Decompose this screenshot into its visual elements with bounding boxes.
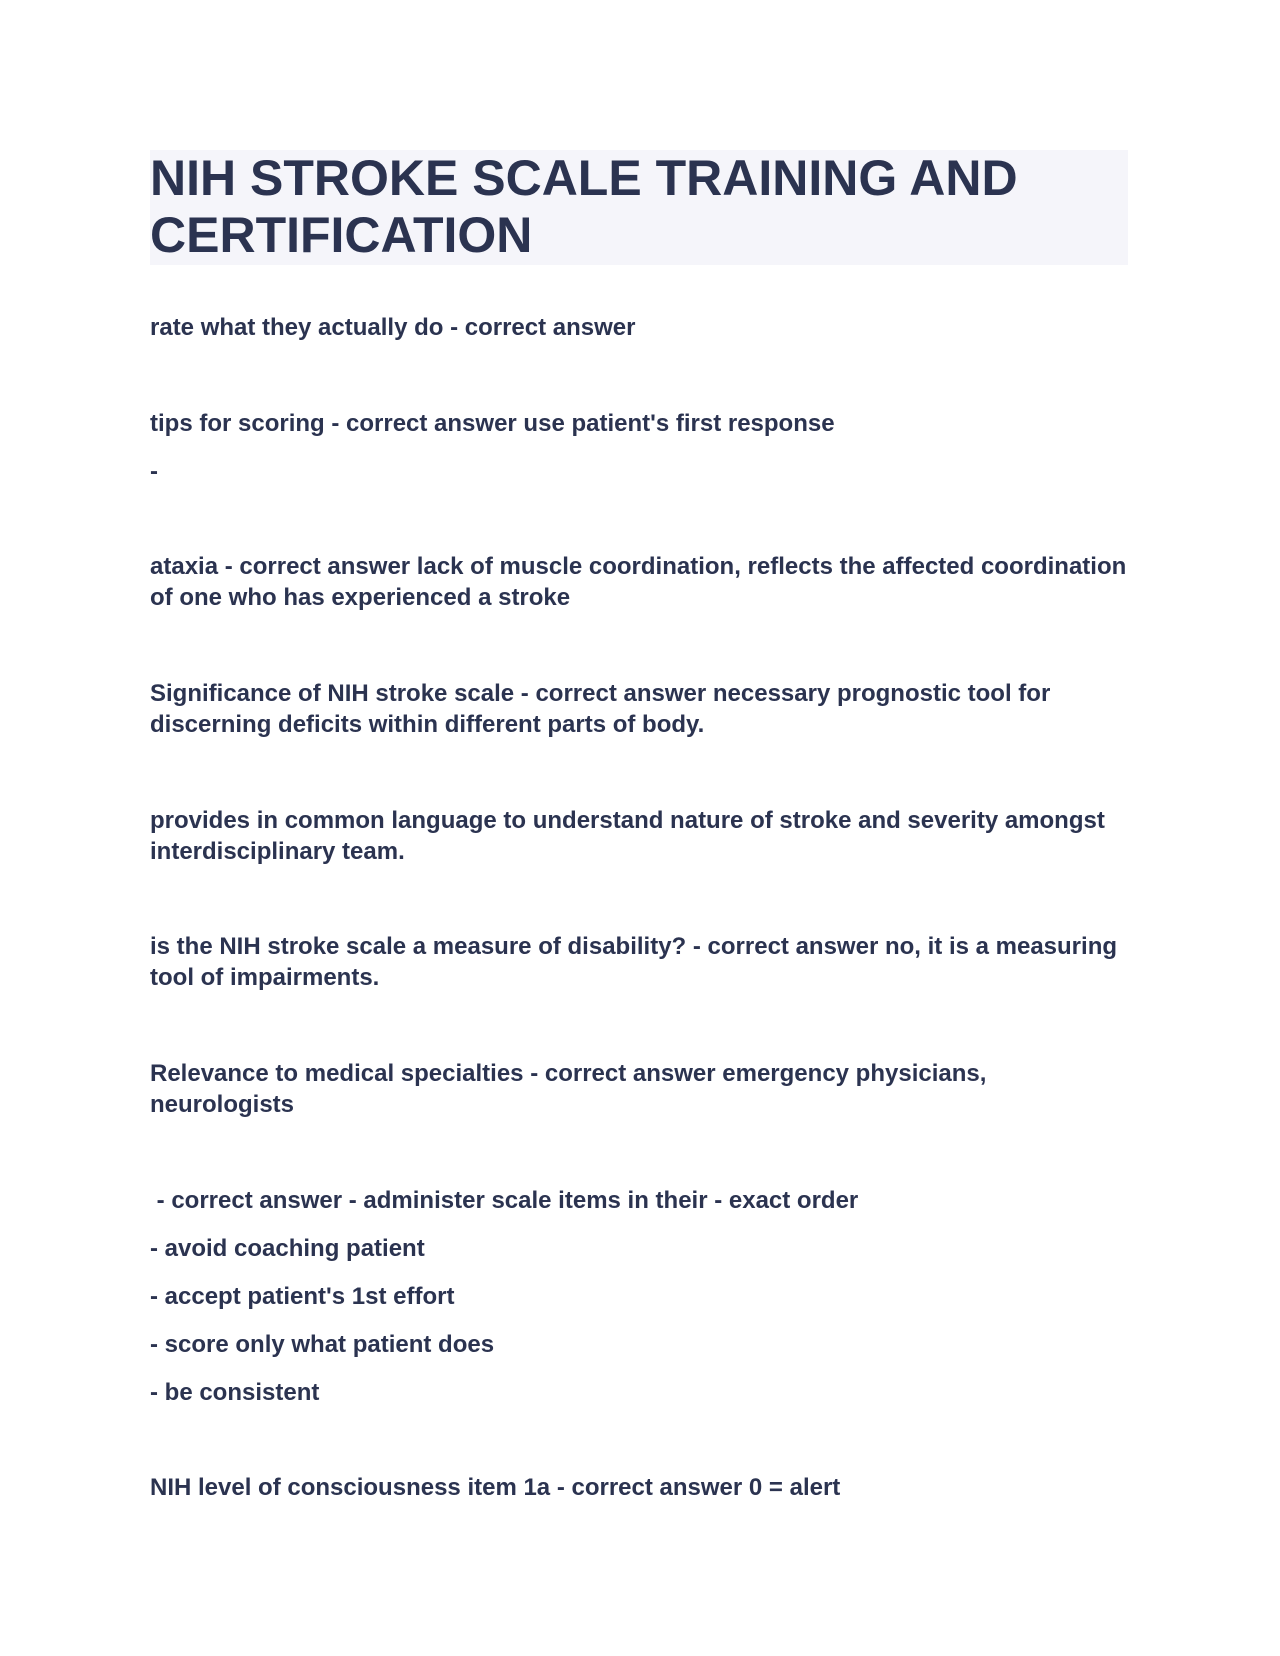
paragraph: Relevance to medical specialties - correct answer emergency physicians, neurologists xyxy=(150,1060,994,1118)
paragraph: rate what they actually do - correct answer xyxy=(150,314,636,341)
paragraph: ataxia - correct answer lack of muscle coordination, reflects the affected coordination of one who has experienced a stroke xyxy=(150,553,1133,611)
paragraph: NIH level of consciousness item 1a - correct answer 0 = alert xyxy=(150,1474,841,1501)
document-title: NIH STROKE SCALE TRAINING AND CERTIFICATION xyxy=(150,150,1018,263)
paragraph: Significance of NIH stroke scale - correct answer necessary prognostic tool for discerning deficits within different parts of body. xyxy=(150,680,1057,738)
list-item: - correct answer - administer scale items in their - exact order xyxy=(150,1187,859,1214)
paragraph: is the NIH stroke scale a measure of disability? - correct answer no, it is a measuring tool of impairments. xyxy=(150,933,1124,991)
paragraph: - xyxy=(150,458,158,485)
list-item: - avoid coaching patient xyxy=(150,1235,425,1262)
paragraph: provides in common language to understand nature of stroke and severity amongst interdisciplinary team. xyxy=(150,807,1112,865)
paragraph: tips for scoring - correct answer use patient's first response xyxy=(150,410,835,437)
list-item: - score only what patient does xyxy=(150,1331,495,1358)
list-item: - be consistent xyxy=(150,1379,320,1406)
list-item: - accept patient's 1st effort xyxy=(150,1283,455,1310)
